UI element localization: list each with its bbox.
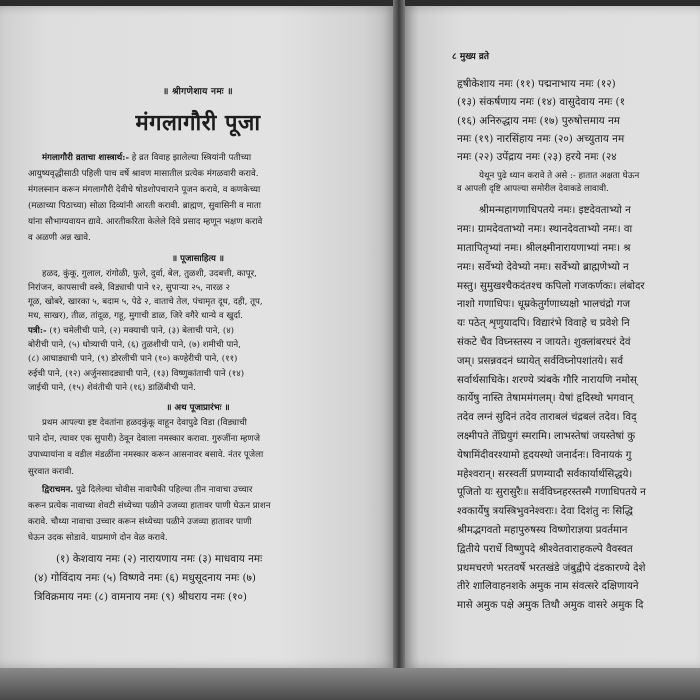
mantra-line: नमः। सर्वेभ्यो देवेभ्यो नमः। सर्वेभ्यो ब्राह्मणेभ्यो न — [457, 261, 629, 273]
mantra-line: नाशो गणाधिपः। धूम्रकेतुर्गणाध्यक्षो भालचंद्रो गज — [457, 299, 631, 311]
mantra-line: जम्। प्रसन्नवदनं ध्यायेत् सर्वविघ्नोपशांतये। सर्व — [457, 355, 623, 367]
mantra-line: पूजितो यः सुरासुरैः॥ सर्वविघ्नहरस्तस्मै गणाधिपतये न — [457, 487, 646, 499]
invocation: ॥ श्रीगणेशाय नमः ॥ — [163, 87, 233, 97]
mantra-line: मातापितृभ्यां नमः। श्रीलक्ष्मीनारायणाभ्यां नमः। श्र — [457, 243, 631, 255]
puja-start-heading: ॥ अथ पूजाप्रारंभः ॥ — [166, 403, 230, 414]
intro-paragraph — [28, 151, 368, 246]
names-verses — [28, 550, 368, 607]
mantra-line: येषामिंदीवरश्यामो हृदयस्थो जनार्दनः। विनायकं गु — [457, 449, 632, 461]
leaves-line-text: (१) चमेलीची पाने, (२) मक्याची पाने, (३) बेलाची पाने, (४) — [49, 325, 235, 336]
note-line: व आपली दृष्टि आपल्या समोरील देवाकडे लावावी. — [457, 184, 609, 195]
leaves-line: रुईची पाने, (१२) अर्जुनसादड्याची पाने, (१३) विष्णुकांताची पाने (१४) — [28, 368, 245, 379]
mantra-line: नमः। ग्रामदेवताभ्यो नमः। स्थानदेवताभ्यो नमः। वा — [457, 224, 633, 236]
mantra-body — [457, 202, 700, 616]
mantra-line: सर्वार्थसाधिके। शरण्ये त्र्यंबके गौरि नारायणि नमोस् — [457, 374, 637, 386]
intro-line — [28, 151, 368, 165]
verse-line: नमः (१९) नारसिंहाय नमः (२०) अच्युताय नम — [457, 132, 625, 145]
mantra-line: महेश्वरान्। सरस्वतीं प्रणम्यादौ सर्वकार्यार्थसिद्धये। — [457, 468, 633, 480]
mantra-line: श्रीमद्भगवतो महापुरुषस्य विष्णोराज्ञया प्रवर्तमान — [457, 525, 628, 537]
materials-list — [28, 267, 368, 324]
mantra-line: श्रीमन्महागणाधिपतये नमः। इष्टदेवताभ्यो न — [479, 205, 631, 217]
running-header: ८ मुख्य व्रते — [452, 52, 489, 62]
start-line: प्रथम आपल्या इष्ट देवतांना हळदकुंकू वाहून देवापुढे विडा (विड्याची — [42, 418, 247, 429]
left-page-content — [28, 84, 368, 607]
leaves-line: जाईची पाने, (१५) शेवंतीची पाने (१६) डाळिंबीची पाने. — [28, 382, 196, 393]
verse-line: (१) केशवाय नमः (२) नारायणाय नमः (३) माधवाय नमः — [56, 552, 263, 565]
materials-line: हळद, कुंकू, गुलाल, रांगोळी, फुले, दुर्वा, बेल, तुळशी, उदबत्ती, कापूर, — [42, 268, 257, 279]
achaman-line-text: पुढे दिलेल्या चोवीस नावापैकी पहिल्या तीन नावाचा उच्चार — [76, 484, 253, 495]
materials-line: मध, साखर), तीळ, तांदूळ, गहू, मुगाची डाळ, जिरे वगैरे धान्ये व खुर्दा. — [28, 311, 243, 322]
materials-line: गूळ, खोबरे, खारका ५, बदाम ५, पेढे २, वाताचे तेल, पंचामृत दूध, दही, तूप, — [28, 297, 263, 308]
right-page-content — [457, 75, 700, 616]
mantra-line: संकटे चैव विघ्नस्तस्य न जायते। शुक्लांबरधरं देवं — [457, 337, 631, 349]
intro-line: मंगलस्नान करून मंगलागौरी देवीचे षोडशोपचाराने पूजन करावे, व कणकेच्या — [28, 185, 261, 196]
mantra-line: कार्येषु नास्ति तेषाममंगलम्। येषां हृदिस्थो भगवान् — [457, 393, 634, 405]
mantra-line: द्वितीये परार्धे विष्णुपदे श्रीश्वेतवाराहकल्पे वैवस्वत — [457, 543, 633, 555]
meditation-note — [457, 170, 700, 196]
intro-lead: मंगलागौरी व्रताचा शास्त्रार्थ:- — [42, 153, 130, 163]
materials-heading: ॥ पूजासाहित्य ॥ — [171, 253, 225, 264]
verse-line: हृषीकेशाय नमः (११) पद्मनाभाय नमः (१२) — [457, 78, 616, 90]
achaman-line: घेऊन उदक सोडावे. याप्रमाणे दोन वेळ करावे. — [28, 532, 168, 543]
page-title: मंगलागौरी पूजा — [135, 110, 261, 136]
achaman-lead: द्विराचमन. — [42, 484, 74, 495]
verse-line: नमः (२२) उपेंद्राय नमः (२३) हरये नमः (२४ — [457, 151, 617, 164]
achaman-paragraph — [28, 483, 368, 545]
intro-line-text: हे व्रत विवाह झालेल्या स्त्रियांनी पतीच्या — [131, 153, 252, 163]
start-line: सुरवात करावी. — [28, 466, 75, 477]
start-line: पाने दोन, त्यावर एक सुपारी) ठेवून देवाला नमस्कार करावा. गुरुजींना म्हणजे — [28, 434, 260, 445]
mantra-line: लक्ष्मीपते तेंघ्रियुगं स्मरामि। लाभस्तेषां जयस्तेषां कु — [457, 431, 636, 443]
note-line: येथून पुढे ध्यान करावे ते असे :- हातात अक्षता घेऊन — [479, 171, 640, 182]
verse-line: (१३) संकर्षणाय नमः (१४) वासुदेवाय नमः (१ — [457, 96, 626, 109]
intro-line: व अळणी अन्न खावे. — [28, 233, 91, 244]
intro-line: आयुष्यवृद्धीसाठी पहिली पाच वर्षे श्रावण मासातील प्रत्येक मंगळवारी करावे. — [28, 169, 259, 180]
mantra-line: श्वकार्येषु त्रयस्त्रिभुवनेश्वराः। देवा दिशंतु नः सिद्धि — [457, 506, 633, 518]
page-bottom-edge — [0, 668, 700, 700]
mantra-line: मस्तु। सुमुखश्चैकदंतश्च कपिलो गजकर्णकः। लंबोदर — [457, 280, 645, 292]
achaman-line: करावे. चौथ्या नावाचा उच्चार करून संध्येच्या पळीने उजव्या हातावर पाणी — [28, 516, 252, 527]
book-gutter — [393, 0, 405, 700]
mantra-line: तीरे शालिवाहनशके अमुक नाम संवत्सरे दक्षिणायने — [457, 581, 639, 593]
verse-line: (१६) अनिरुद्धाय नमः (१७) पुरुषोत्तमाय नम — [457, 114, 620, 127]
start-line: उपाध्यायांना व वडील मंडळींना नमस्कार करून आसनावर बसावे. नंतर पूजेला — [28, 450, 264, 461]
mantra-line: यः पठेत् शृणुयादपि। विद्यारंभे विवाहे च प्रवेशे नि — [457, 318, 630, 330]
verse-line: (४) गोविंदाय नमः (५) विष्णवे नमः (६) मधुसूदनाय नमः (७) — [34, 571, 256, 584]
leaves-list — [28, 324, 368, 395]
achaman-line — [28, 483, 368, 497]
achaman-line: करून प्रत्येक नावाच्या शेवटी संध्येच्या पळीने उजव्या हातावर पाणी घेऊन प्राशन — [28, 500, 271, 511]
mantra-line: तदेव लग्नं सुदिनं तदेव ताराबलं चंद्रबलं तदेव। विद् — [457, 412, 637, 424]
puja-start-paragraph — [28, 416, 368, 478]
materials-line: निरांजन, कापसाची वस्त्रे, विड्याची पाने १२, सुपाऱ्या २५, नारळ २ — [28, 282, 230, 293]
names-verses-continued — [457, 75, 700, 166]
intro-line: (मळाच्या पिठाच्या) सोळा दिव्यांनी आरती करावी. ब्राह्मण, सुवासिनी व माता — [28, 201, 262, 212]
leaves-line: बोरीची पाने, (५) धोत्र्याची पाने, (६) तुळशीची पाने, (७) शमीची पाने, — [28, 340, 241, 351]
intro-line: यांना सौभाग्यवायन द्यावे. आरतीकरिता केलेले दिवे प्रसाद म्हणून भक्षण करावे — [28, 217, 263, 228]
verse-line: त्रिविक्रमाय नमः (८) वामनाय नमः (९) श्रीधराय नमः (१०) — [34, 590, 247, 603]
mantra-line: मासे अमुक पक्षे अमुक तिथौ अमुक वासरे अमुक दि — [457, 600, 644, 612]
leaves-line — [28, 324, 368, 338]
leaves-lead: पत्री:- — [28, 325, 47, 336]
mantra-line: प्रथमचरणे भरतवर्षे भरतखंडे जंबुद्वीपे दंडकारण्ये देशे — [457, 562, 646, 574]
leaves-line: (८) आघाड्याची पाने, (९) डोरलीची पाने (१०) कण्हेरीची पाने, (११) — [28, 354, 238, 365]
